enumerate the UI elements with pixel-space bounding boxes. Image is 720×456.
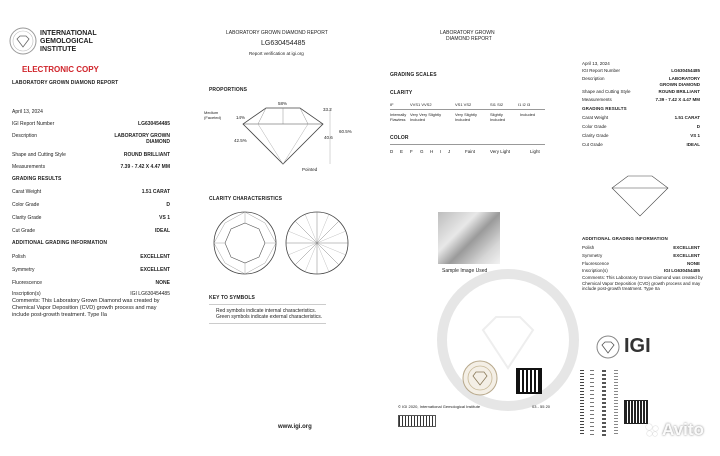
summary-field-value: LG630454485 (671, 68, 700, 73)
summary-field-label: Measurements (582, 97, 612, 102)
summary-additional-row (582, 253, 700, 259)
clarity-grade: VS1 VS2 (455, 102, 472, 107)
clarity-desc: Slightly Included (490, 112, 506, 122)
summary-additional-value: EXCELLENT (673, 253, 700, 258)
additional-label: Fluorescence (12, 280, 43, 286)
clarity-desc: Internally Flawless (390, 112, 407, 122)
color-grade: Very Light (490, 149, 511, 154)
summary-grading-label: Cut Grade (582, 142, 603, 147)
summary-grading-header: GRADING RESULTS (582, 106, 627, 111)
field-value: LG630454485 (138, 121, 170, 127)
summary-additional-label: Polish (582, 245, 595, 250)
grading-value: VS 1 (159, 215, 170, 221)
right-title-2: DIAMOND REPORT (446, 36, 492, 42)
additional-grading-header: ADDITIONAL GRADING INFORMATION (12, 240, 108, 246)
additional-row (12, 280, 170, 286)
summary-field-value: LABORATORY GROWN DIAMOND (659, 76, 700, 87)
right-panel (380, 0, 566, 456)
key-divider-bottom (209, 323, 326, 324)
field-label: Description (12, 133, 38, 139)
middle-title: LABORATORY GROWN DIAMOND REPORT (226, 30, 328, 36)
pavilion-view-diagram (284, 210, 350, 276)
prop-crown: 33.2 (323, 107, 332, 112)
additional-row (12, 291, 170, 297)
grading-label: Cut Grade (12, 228, 36, 234)
barcode-stamp (398, 415, 436, 427)
additional-label: Inscription(s) (12, 291, 41, 297)
key-divider (209, 304, 326, 305)
copyright-text: © IGI 2020, International Gemological Institute (398, 404, 481, 409)
clarity-desc: Very Slightly Included (455, 112, 478, 122)
additional-row (12, 267, 170, 273)
field-value: LABORATORY GROWN DIAMOND (114, 133, 170, 145)
clarity-desc: Included (520, 112, 536, 117)
color-grade: E (400, 149, 404, 154)
grading-value: IDEAL (155, 228, 170, 234)
org-line-2: GEMOLOGICAL (40, 38, 93, 45)
crown-view-diagram (212, 210, 278, 276)
clarity-grade: VVS1 VVS2 (410, 102, 432, 107)
prop-table: 58% (278, 101, 288, 106)
summary-additional-label: Fluorescence (582, 261, 610, 266)
field-label: Measurements (12, 164, 46, 170)
field-row (12, 152, 170, 158)
middle-report-number: LG630454485 (261, 40, 306, 47)
electronic-copy-label: ELECTRONIC COPY (22, 65, 99, 74)
field-value: ROUND BRILLIANT (123, 152, 170, 158)
summary-field-label: IGI Report Number (582, 68, 621, 73)
key-line-red: Red symbols indicate internal characteristics. (216, 308, 317, 314)
prop-depth: 60.5% (339, 129, 352, 134)
summary-panel (570, 0, 720, 456)
field-row (12, 133, 170, 145)
prop-pavilion-pct: 42.5% (234, 138, 247, 143)
qr-code[interactable] (516, 368, 542, 394)
sample-caption: Sample Image Used (442, 268, 488, 274)
summary-additional-row (582, 245, 700, 251)
website-link[interactable]: www.igi.org (278, 424, 312, 430)
color-grade: H (430, 149, 434, 154)
summary-additional-label: Inscription(s) (582, 268, 608, 273)
summary-comments: Comments: This Laboratory Grown Diamond was created by Chemical Vapor Deposition (CVD) growth process and may include post-growth treatment. Type IIa (582, 275, 703, 291)
summary-grading-value: 1.51 CARAT (674, 115, 700, 120)
left-panel (0, 0, 196, 456)
summary-grading-row (582, 124, 700, 130)
summary-additional-label: Symmetry (582, 253, 603, 258)
org-line-3: INSTITUTE (40, 46, 77, 53)
summary-grading-label: Clarity Grade (582, 133, 609, 138)
avito-text: Avito (662, 420, 704, 439)
summary-grading-row (582, 133, 700, 139)
key-line-green: Green symbols indicate external characteristics. (216, 314, 323, 320)
clarity-scale-header: CLARITY (390, 90, 413, 96)
grading-row (12, 189, 170, 195)
summary-grading-label: Carat Weight (582, 115, 609, 120)
color-grade: G (420, 149, 424, 154)
grading-label: Carat Weight (12, 189, 42, 195)
summary-additional-row (582, 261, 700, 267)
grading-value: 1.51 CARAT (141, 189, 170, 195)
summary-field-value: 7.39 - 7.42 X 4.47 MM (655, 97, 700, 102)
summary-field-row (582, 76, 700, 87)
form-code: 03 - 55 20 (532, 404, 551, 409)
prop-girdle: Medium (Faceted) (204, 110, 222, 120)
summary-grading-value: IDEAL (686, 142, 700, 147)
report-title: LABORATORY GROWN DIAMOND REPORT (12, 80, 119, 86)
avito-dots-icon (646, 424, 660, 438)
summary-field-row (582, 89, 700, 95)
summary-grading-row (582, 115, 700, 121)
field-row (12, 164, 170, 170)
summary-grading-row (582, 142, 700, 148)
org-name (40, 30, 97, 54)
additional-value: EXCELLENT (140, 267, 170, 273)
watermark-seal-icon (438, 270, 578, 410)
grading-scales-header: GRADING SCALES (390, 72, 437, 78)
summary-additional-header: ADDITIONAL GRADING INFORMATION (582, 236, 668, 241)
summary-field-row (582, 97, 700, 103)
prop-culet: Pointed (302, 167, 318, 172)
summary-date: April 13, 2024 (582, 61, 610, 66)
verification-text: Report verification at igi.org (249, 51, 304, 56)
grading-value: D (166, 202, 170, 208)
field-row (12, 121, 170, 127)
summary-grading-value: D (696, 124, 700, 129)
color-scale-header: COLOR (390, 135, 409, 141)
sample-image (438, 212, 500, 264)
prop-pavilion: 40.6 (324, 135, 333, 140)
summary-grading-label: Color Grade (582, 124, 607, 129)
comments-text: Comments: This Laboratory Grown Diamond was created by Chemical Vapor Deposition (CVD) growth process and may include post-growth treatment. Type IIa (12, 298, 160, 318)
additional-value: NONE (155, 280, 170, 286)
clarity-grade: SI1 SI2 (490, 102, 504, 107)
color-grade: I (440, 149, 442, 154)
summary-additional-value: IGI LG630454485 (663, 268, 700, 273)
color-grade: Faint (465, 149, 476, 154)
middle-panel (198, 0, 378, 456)
summary-additional-value: NONE (686, 261, 700, 266)
color-grade: J (448, 149, 451, 154)
color-grade: Light (530, 149, 540, 154)
grading-label: Clarity Grade (12, 215, 42, 221)
grading-row (12, 202, 170, 208)
summary-grading-value: VS 1 (690, 133, 700, 138)
org-line-1: INTERNATIONAL (40, 30, 97, 37)
color-scale-line (390, 144, 545, 145)
summary-additional-value: EXCELLENT (673, 245, 700, 250)
summary-additional-row (582, 268, 700, 274)
summary-field-label: Description (582, 76, 605, 81)
report-date: April 13, 2024 (12, 109, 43, 115)
clarity-desc: Very Very Slightly Included (410, 112, 442, 122)
additional-label: Symmetry (12, 267, 35, 273)
field-label: Shape and Cutting Style (12, 152, 66, 158)
clarity-grade: IF (390, 102, 394, 107)
clarity-characteristics-header: CLARITY CHARACTERISTICS (209, 196, 283, 202)
color-grade: F (410, 149, 413, 154)
right-title-1: LABORATORY GROWN (440, 30, 495, 36)
summary-proportions-diagram (600, 170, 680, 220)
key-to-symbols-header: KEY TO SYMBOLS (209, 295, 255, 301)
color-grade: D (390, 149, 394, 154)
additional-value: EXCELLENT (140, 254, 170, 260)
grading-results-header: GRADING RESULTS (12, 176, 62, 182)
prop-crown-pct: 14% (236, 115, 246, 120)
igi-logo-icon (596, 335, 620, 359)
igi-seal-icon (9, 27, 37, 55)
clarity-scale-line (390, 109, 545, 110)
igi-logo-text: IGI (624, 335, 651, 357)
summary-field-value: ROUND BRILLIANT (658, 89, 700, 94)
summary-field-label: Shape and Cutting Style (582, 89, 631, 94)
hologram-seal-icon (462, 360, 498, 396)
grading-label: Color Grade (12, 202, 40, 208)
additional-value: IGI LG630454485 (130, 291, 170, 297)
proportions-header: PROPORTIONS (209, 87, 248, 93)
additional-label: Polish (12, 254, 26, 260)
field-value: 7.39 - 7.42 X 4.47 MM (120, 164, 170, 170)
additional-row (12, 254, 170, 260)
clarity-grade: I1 I2 I3 (518, 102, 531, 107)
grading-row (12, 228, 170, 234)
grading-row (12, 215, 170, 221)
field-label: IGI Report Number (12, 121, 55, 127)
summary-field-row (582, 68, 700, 74)
